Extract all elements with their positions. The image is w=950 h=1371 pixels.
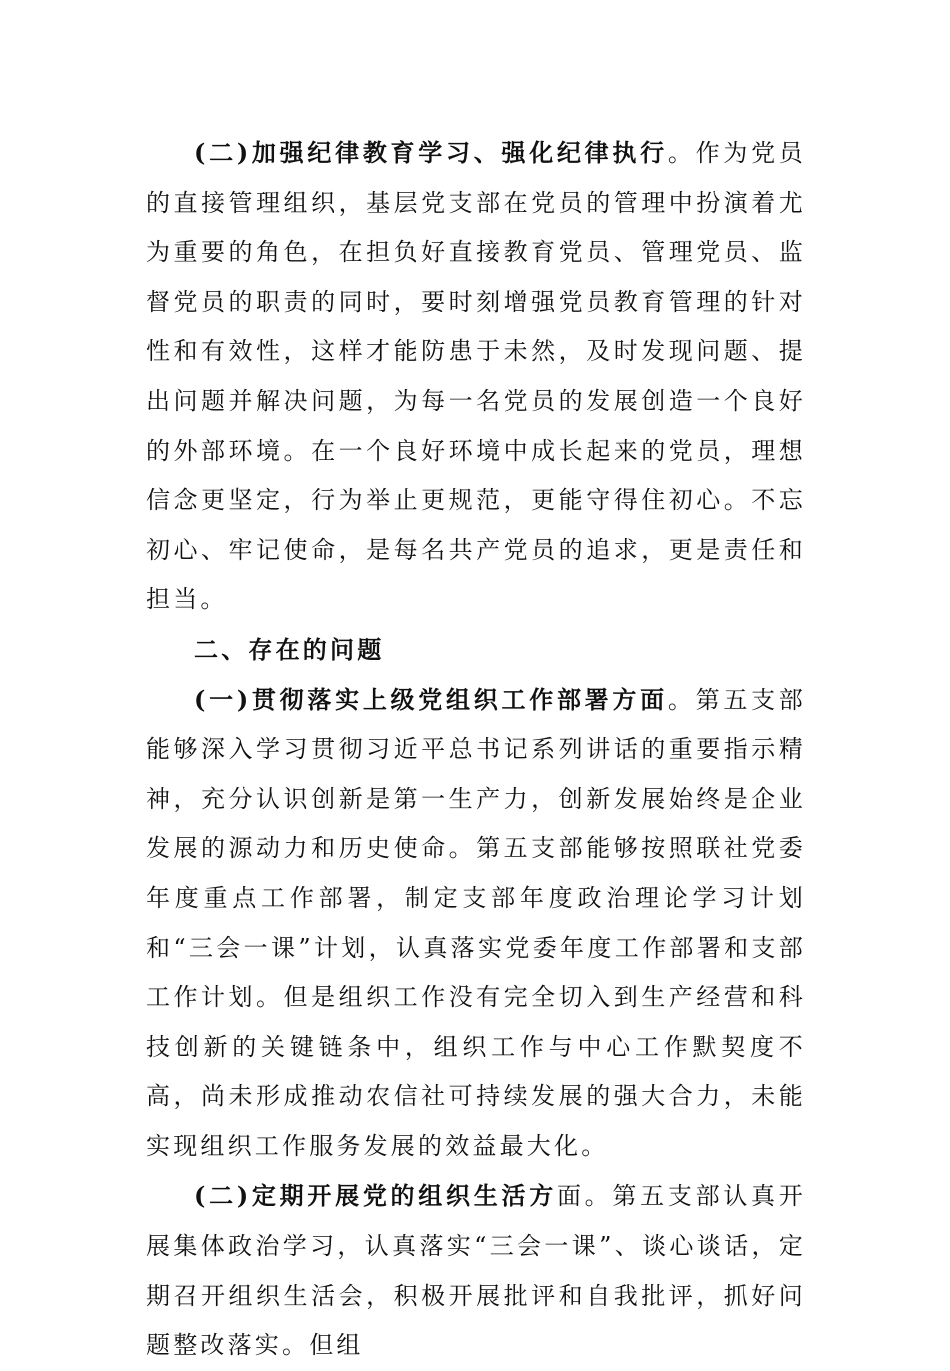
section-heading: 二、存在的问题	[194, 634, 385, 664]
paragraph-text: 。第五支部能够深入学习贯彻习近平总书记系列讲话的重要指示精神，充分认识创新是第一生产力，创新发展始终是企业发展的源动力和历史使命。第五支部能够按照联社党委年度重点工作部署，制定支部年度政治理论学习计划和“三会一课”计划，认真落实党委年度工作部署和支部工作计划。但是组织工作没有完全切入到生产经营和科技创新的关键链条中，组织工作与中心工作默契度不高，尚未形成推动农信社可持续发展的强大合力，未能实现组织工作服务发展的效益最大化。	[146, 685, 806, 1160]
paragraph-lead: (二)加强纪律教育学习、强化纪律执行	[194, 138, 668, 167]
paragraph-lead: (二)定期开展党的组织生活方	[194, 1181, 557, 1211]
paragraph-implementation	[146, 675, 806, 1172]
paragraph-text: 。作为党员的直接管理组织，基层党支部在党员的管理中扮演着尤为重要的角色，在担负好直接教育党员、管理党员、监督党员的职责的同时，要时刻增强党员教育管理的针对性和有效性，这样才能防患于未然，及时发现问题、提出问题并解决问题，为每一名党员的发展创造一个良好的外部环境。在一个良好环境中成长起来的党员，理想信念更坚定，行为举止更规范，更能守得住初心。不忘初心、牢记使命，是每名共产党员的追求，更是责任和担当。	[146, 139, 806, 614]
paragraph-lead: (一)贯彻落实上级党组织工作部署方面	[194, 684, 668, 714]
paragraph-discipline	[146, 128, 806, 625]
paragraph-organization-life	[146, 1171, 806, 1370]
document-body	[146, 128, 806, 1371]
paragraph-text: 面。第五支部认真开展集体政治学习，认真落实“三会一课”、谈心谈话，定期召开组织生活会，积极开展批评和自我批评，抓好问题整改落实。但组	[146, 1182, 806, 1360]
